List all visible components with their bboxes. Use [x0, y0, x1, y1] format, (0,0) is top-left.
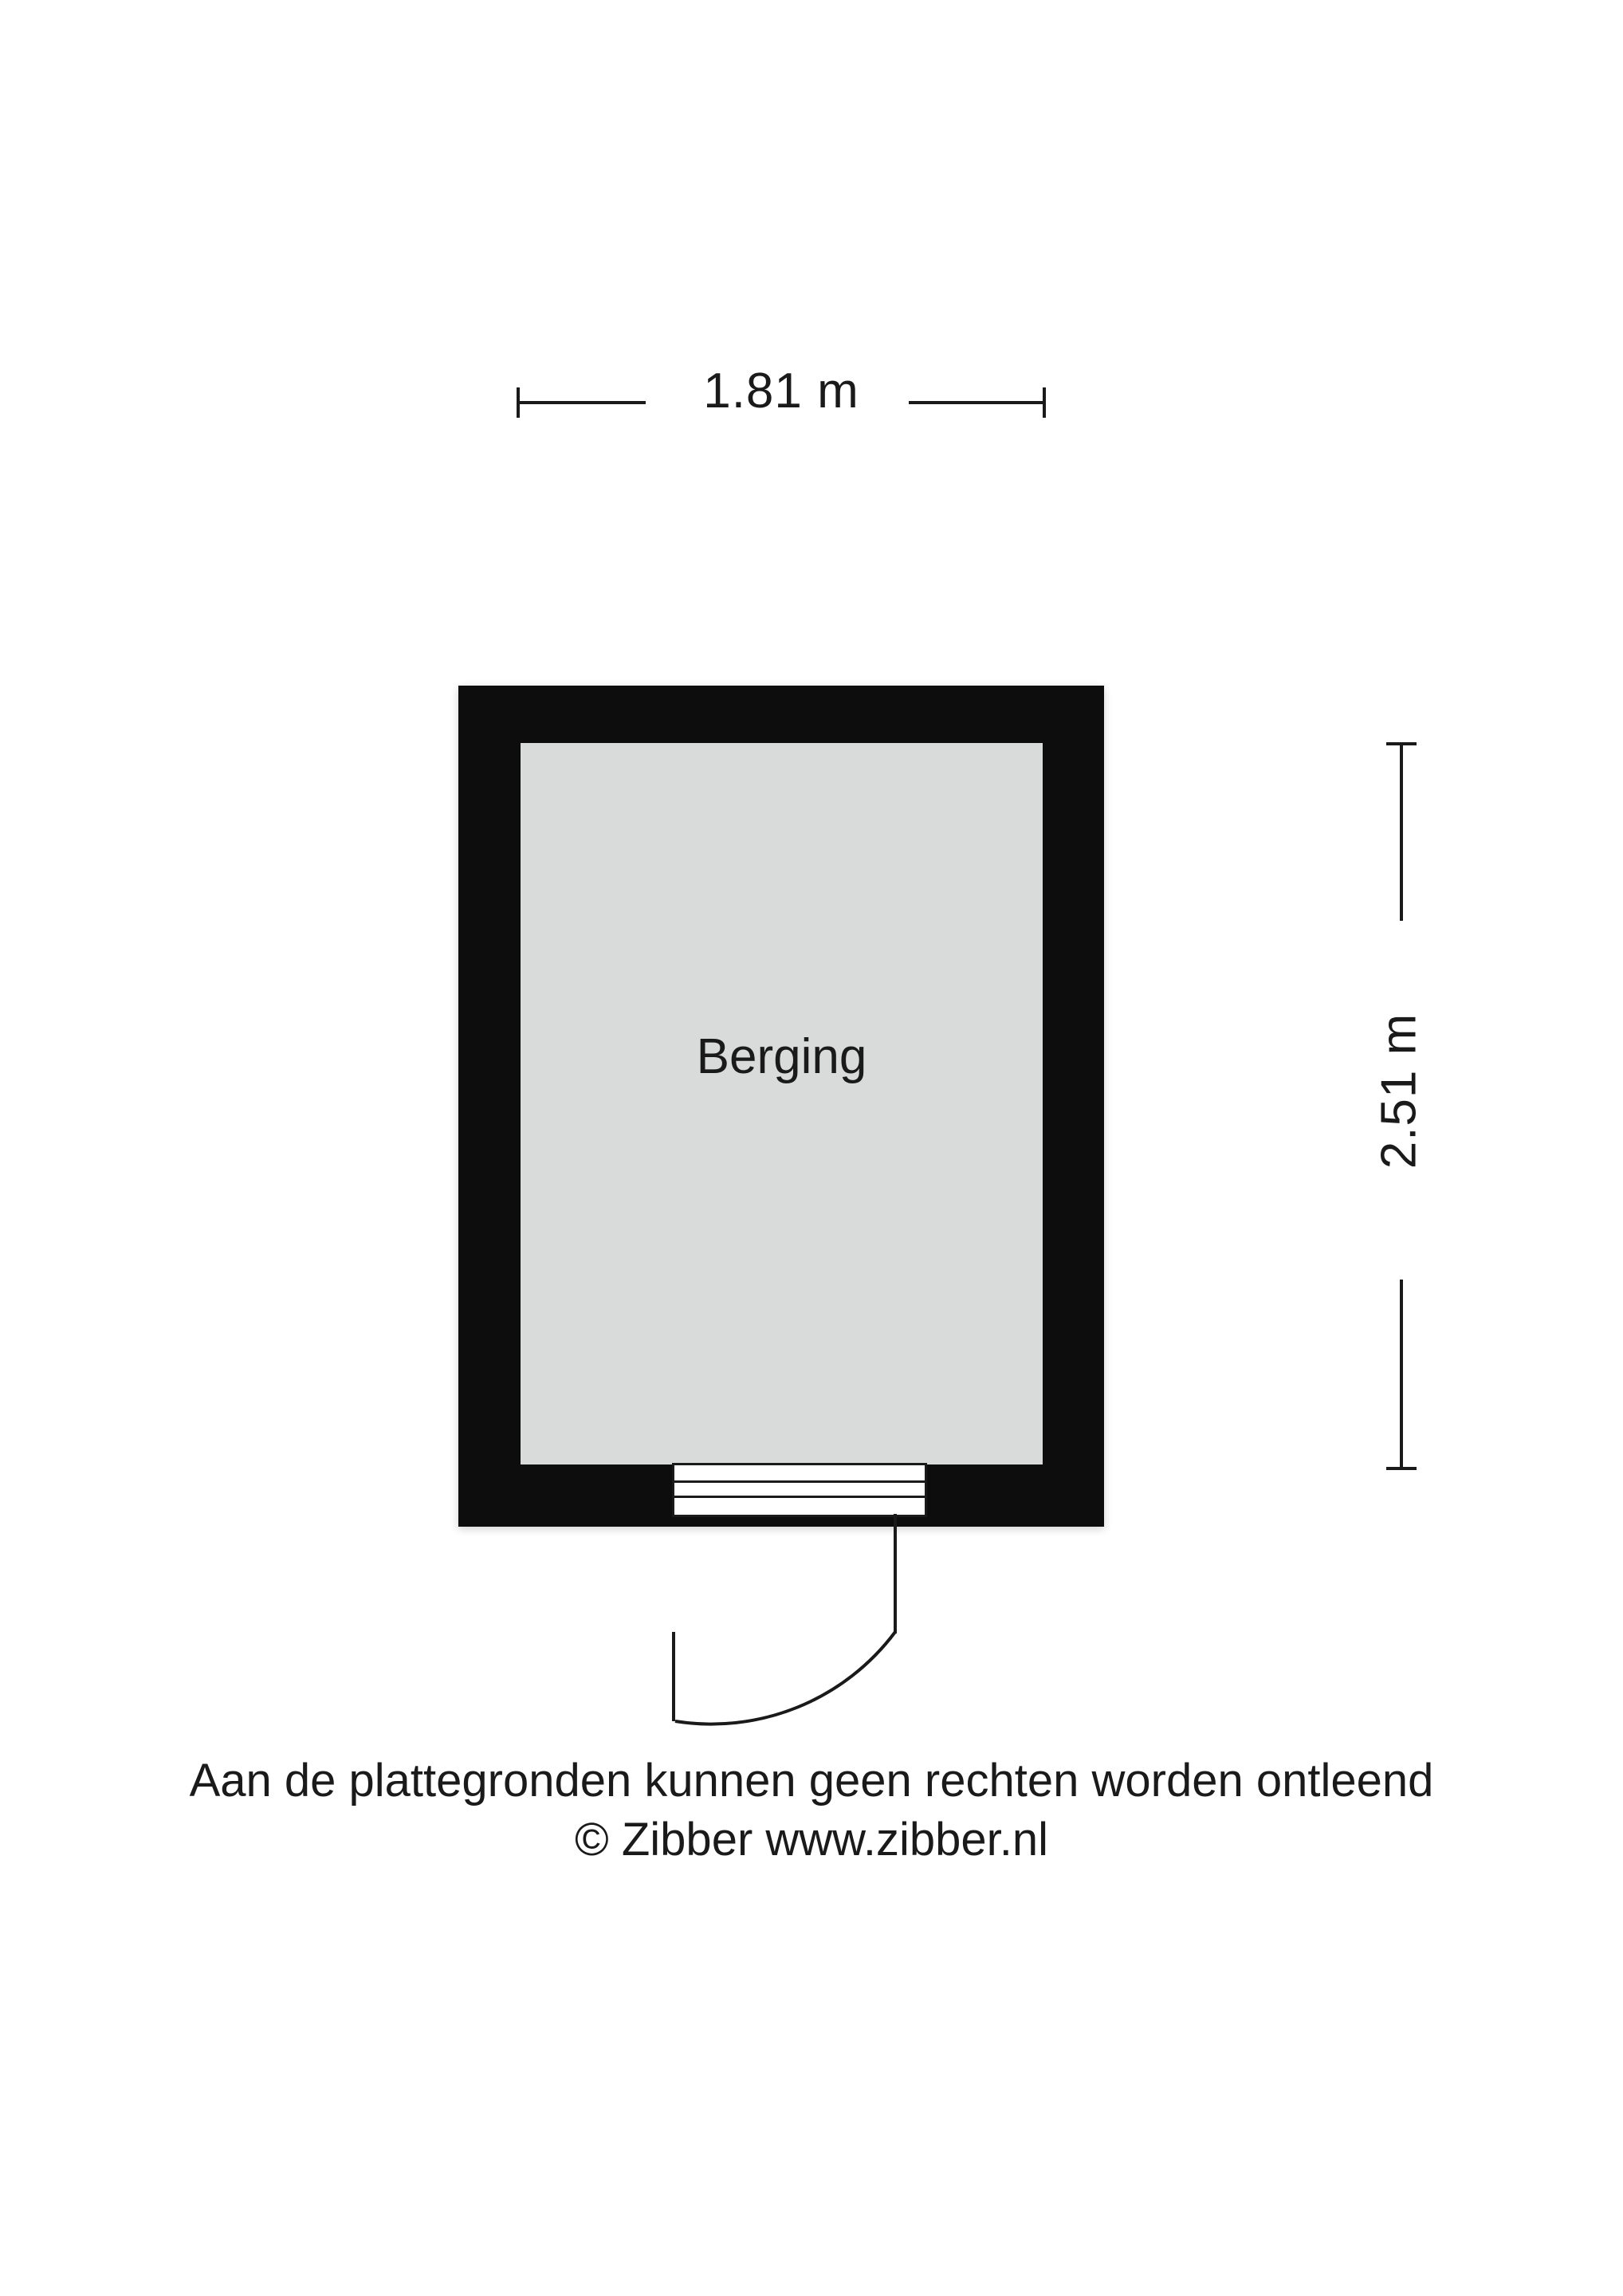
door-opening — [672, 1463, 927, 1517]
dimension-height — [1347, 737, 1443, 1475]
room-walls — [458, 686, 1104, 1527]
door-frame-edge-left — [672, 1465, 674, 1515]
dimension-height-cap-bottom — [1386, 1467, 1417, 1470]
room-label: Berging — [696, 1029, 867, 1084]
dimension-height-cap-top — [1386, 742, 1417, 745]
room-floor — [521, 743, 1043, 1464]
door-frame-edge-right — [925, 1465, 927, 1515]
door-frame-line-2 — [672, 1496, 927, 1498]
footer-disclaimer: Aan de plattegronden kunnen geen rechten worden ontleend — [189, 1755, 1434, 1807]
dimension-width-label: 1.81 m — [703, 364, 859, 419]
footer-copyright: © Zibber www.zibber.nl — [575, 1814, 1048, 1866]
door-frame-line-1 — [672, 1480, 927, 1483]
door-swing-icon — [664, 1512, 903, 1728]
dimension-height-label: 2.51 m — [1371, 1012, 1427, 1170]
footer — [0, 1754, 1623, 1868]
dimension-width — [510, 363, 1052, 450]
floorplan-room-berging — [450, 686, 1112, 1527]
